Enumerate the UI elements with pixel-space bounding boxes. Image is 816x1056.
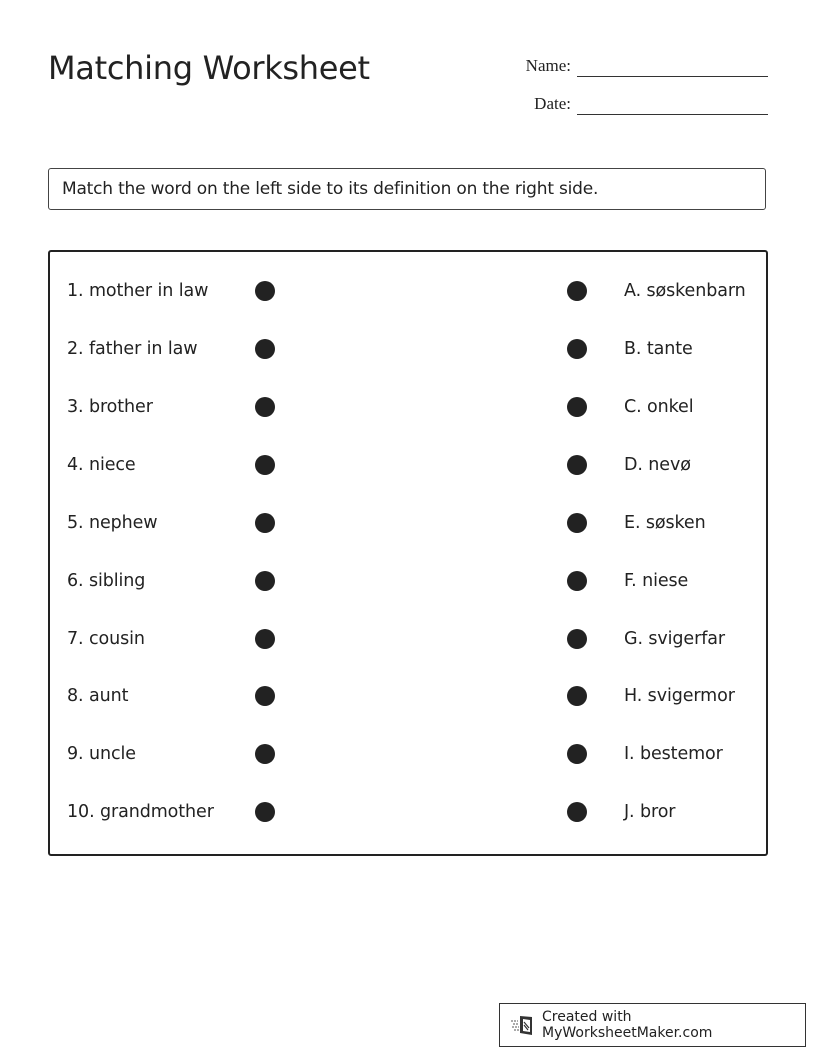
right-definition: G. svigerfar — [624, 629, 725, 649]
match-row — [50, 681, 766, 711]
left-term: 4. niece — [67, 455, 136, 475]
instructions-box: Match the word on the left side to its definition on the right side. — [48, 168, 766, 210]
left-connector-dot-icon[interactable] — [255, 629, 275, 649]
match-row — [50, 450, 766, 480]
date-label: Date: — [534, 94, 571, 113]
name-label: Name: — [525, 56, 571, 75]
right-definition: H. svigermor — [624, 686, 735, 706]
match-row — [50, 276, 766, 306]
left-connector-dot-icon[interactable] — [255, 744, 275, 764]
worksheet-logo-icon — [510, 1014, 536, 1036]
match-row — [50, 797, 766, 827]
right-definition: D. nevø — [624, 455, 691, 475]
match-row — [50, 508, 766, 538]
match-row — [50, 566, 766, 596]
right-connector-dot-icon[interactable] — [567, 397, 587, 417]
left-connector-dot-icon[interactable] — [255, 571, 275, 591]
footer-credit-text: Created with MyWorksheetMaker.com — [542, 1009, 713, 1041]
right-connector-dot-icon[interactable] — [567, 455, 587, 475]
match-row — [50, 392, 766, 422]
match-row — [50, 334, 766, 364]
date-field — [515, 90, 768, 115]
right-connector-dot-icon[interactable] — [567, 281, 587, 301]
page-title: Matching Worksheet — [48, 49, 370, 87]
left-term: 5. nephew — [67, 513, 158, 533]
matching-panel — [48, 250, 768, 856]
right-definition: E. søsken — [624, 513, 706, 533]
left-connector-dot-icon[interactable] — [255, 513, 275, 533]
right-connector-dot-icon[interactable] — [567, 744, 587, 764]
right-connector-dot-icon[interactable] — [567, 513, 587, 533]
match-row — [50, 624, 766, 654]
footer-credit[interactable] — [499, 1003, 806, 1047]
left-term: 8. aunt — [67, 686, 129, 706]
right-definition: I. bestemor — [624, 744, 723, 764]
left-connector-dot-icon[interactable] — [255, 686, 275, 706]
right-connector-dot-icon[interactable] — [567, 686, 587, 706]
left-connector-dot-icon[interactable] — [255, 455, 275, 475]
name-field — [515, 52, 768, 77]
left-term: 2. father in law — [67, 339, 198, 359]
right-connector-dot-icon[interactable] — [567, 629, 587, 649]
left-term: 3. brother — [67, 397, 153, 417]
left-connector-dot-icon[interactable] — [255, 281, 275, 301]
name-blank-line[interactable] — [577, 52, 768, 77]
right-definition: B. tante — [624, 339, 693, 359]
right-definition: J. bror — [624, 802, 676, 822]
right-connector-dot-icon[interactable] — [567, 802, 587, 822]
right-connector-dot-icon[interactable] — [567, 571, 587, 591]
left-connector-dot-icon[interactable] — [255, 397, 275, 417]
left-term: 1. mother in law — [67, 281, 209, 301]
right-definition: F. niese — [624, 571, 689, 591]
right-definition: A. søskenbarn — [624, 281, 746, 301]
match-row — [50, 739, 766, 769]
left-term: 9. uncle — [67, 744, 136, 764]
date-blank-line[interactable] — [577, 90, 768, 115]
left-connector-dot-icon[interactable] — [255, 339, 275, 359]
right-connector-dot-icon[interactable] — [567, 339, 587, 359]
right-definition: C. onkel — [624, 397, 694, 417]
left-connector-dot-icon[interactable] — [255, 802, 275, 822]
left-term: 10. grandmother — [67, 802, 214, 822]
left-term: 6. sibling — [67, 571, 146, 591]
left-term: 7. cousin — [67, 629, 145, 649]
